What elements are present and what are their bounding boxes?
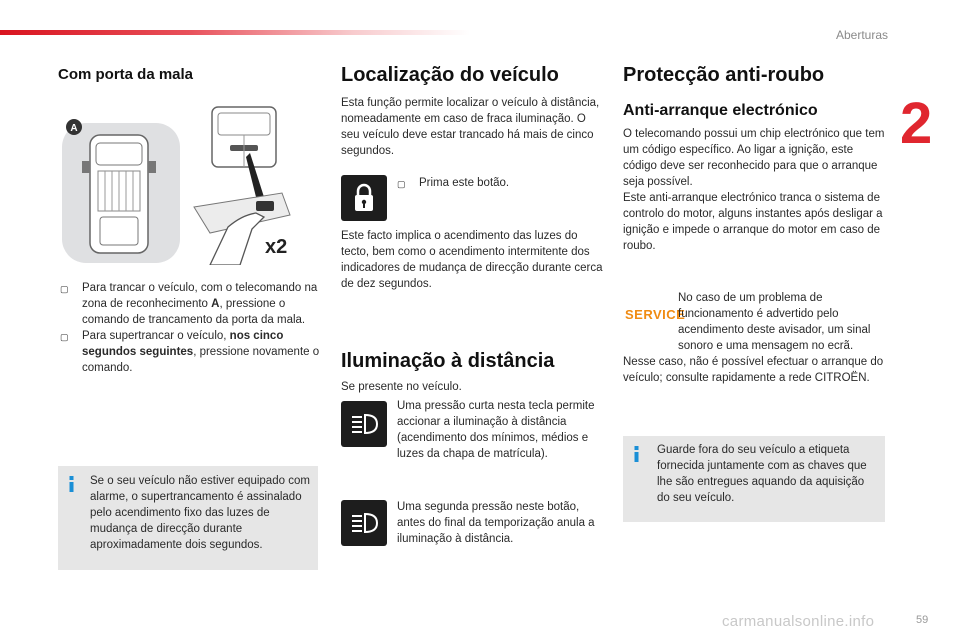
service-warning-icon: SERVICE (625, 307, 686, 322)
info-text: Guarde fora do seu veículo a etiqueta fornecida juntamente com as chaves que lhe são entregues aquando da aquisição do seu veículo. (657, 444, 867, 504)
bullet-icon: ▢ (397, 179, 406, 189)
svg-text:x2: x2 (265, 236, 288, 258)
bullet-icon: ▢ (60, 332, 69, 342)
service-para: Nesse caso, não é possível efectuar o arranque do veículo; consulte rapidamente a rede CITROËN. (623, 356, 884, 384)
anti-theft-heading: Protecção anti-roubo (623, 64, 825, 86)
if-present-note: Se presente no veículo. (341, 381, 462, 393)
immobiliser-para2: Este anti-arranque electrónico tranca o sistema de controlo do motor, alguns instantes após desligar a ignição e impede o arranque do motor em caso de roubo. (623, 192, 883, 252)
bullet-icon: ▢ (60, 284, 69, 294)
list-item: ▢ Para trancar o veículo, com o telecomando na zona de reconhecimento A, pressione o comando de trancamento da porta da mala. (60, 282, 318, 326)
header-accent-bar (0, 30, 470, 35)
info-box-label (623, 436, 885, 522)
trunk-instructions (60, 280, 322, 376)
section-title: Aberturas (835, 28, 888, 42)
vehicle-illustration (60, 105, 310, 265)
list-item: ▢ Para supertrancar o veículo, nos cinco segundos seguintes, pressione novamente o comando. (60, 330, 320, 374)
info-icon (68, 476, 75, 492)
trunk-heading: Com porta da mala (58, 66, 194, 83)
press-button-instruction: ▢ Prima este botão. (397, 175, 597, 192)
immobiliser-para1: O telecomando possui um chip electrónico que tem um código específico. Ao ligar a ignição, este código deve ser reconhecido para que o arranque seja possível. (623, 128, 885, 188)
svg-text:A: A (70, 123, 78, 134)
location-effect: Este facto implica o acendimento das luzes do tecto, bem como o acendimento intermitente dos indicadores de mudança de direcção durante cerca de dez segundos. (341, 230, 603, 290)
remote-lighting-heading: Iluminação à distância (341, 350, 555, 372)
info-icon (633, 446, 640, 462)
second-press-text: Uma segunda pressão neste botão, antes do final da temporização anula a iluminação à distância. (397, 501, 595, 545)
service-text: No caso de um problema de funcionamento é advertido pelo acendimento deste avisador, um sinal sonoro e uma mensagem no ecrã. (678, 292, 871, 352)
immobiliser-heading: Anti-arranque electrónico (623, 102, 818, 119)
location-intro: Esta função permite localizar o veículo à distância, nomeadamente em caso de fraca iluminação. O seu veículo deve estar trancado há mais de cinco segundos. (341, 97, 600, 157)
chapter-number: 2 (900, 91, 933, 156)
headlight-button-icon (341, 401, 387, 447)
vehicle-location-heading: Localização do veículo (341, 64, 559, 86)
lock-button-icon (341, 175, 387, 221)
info-text: Se o seu veículo não estiver equipado com alarme, o supertrancamento é assinalado pelo acendimento fixo das luzes de mudança de direcção durante aproximadamente dois segundos. (90, 475, 310, 551)
watermark: carmanualsonline.info (722, 613, 875, 630)
headlight-button-icon (341, 500, 387, 546)
page-number: 59 (916, 614, 929, 626)
info-box-supertrancamento (58, 466, 318, 570)
short-press-text: Uma pressão curta nesta tecla permite accionar a iluminação à distância (acendimento dos mínimos, médios e luzes da chapa de matrícula). (397, 400, 595, 460)
